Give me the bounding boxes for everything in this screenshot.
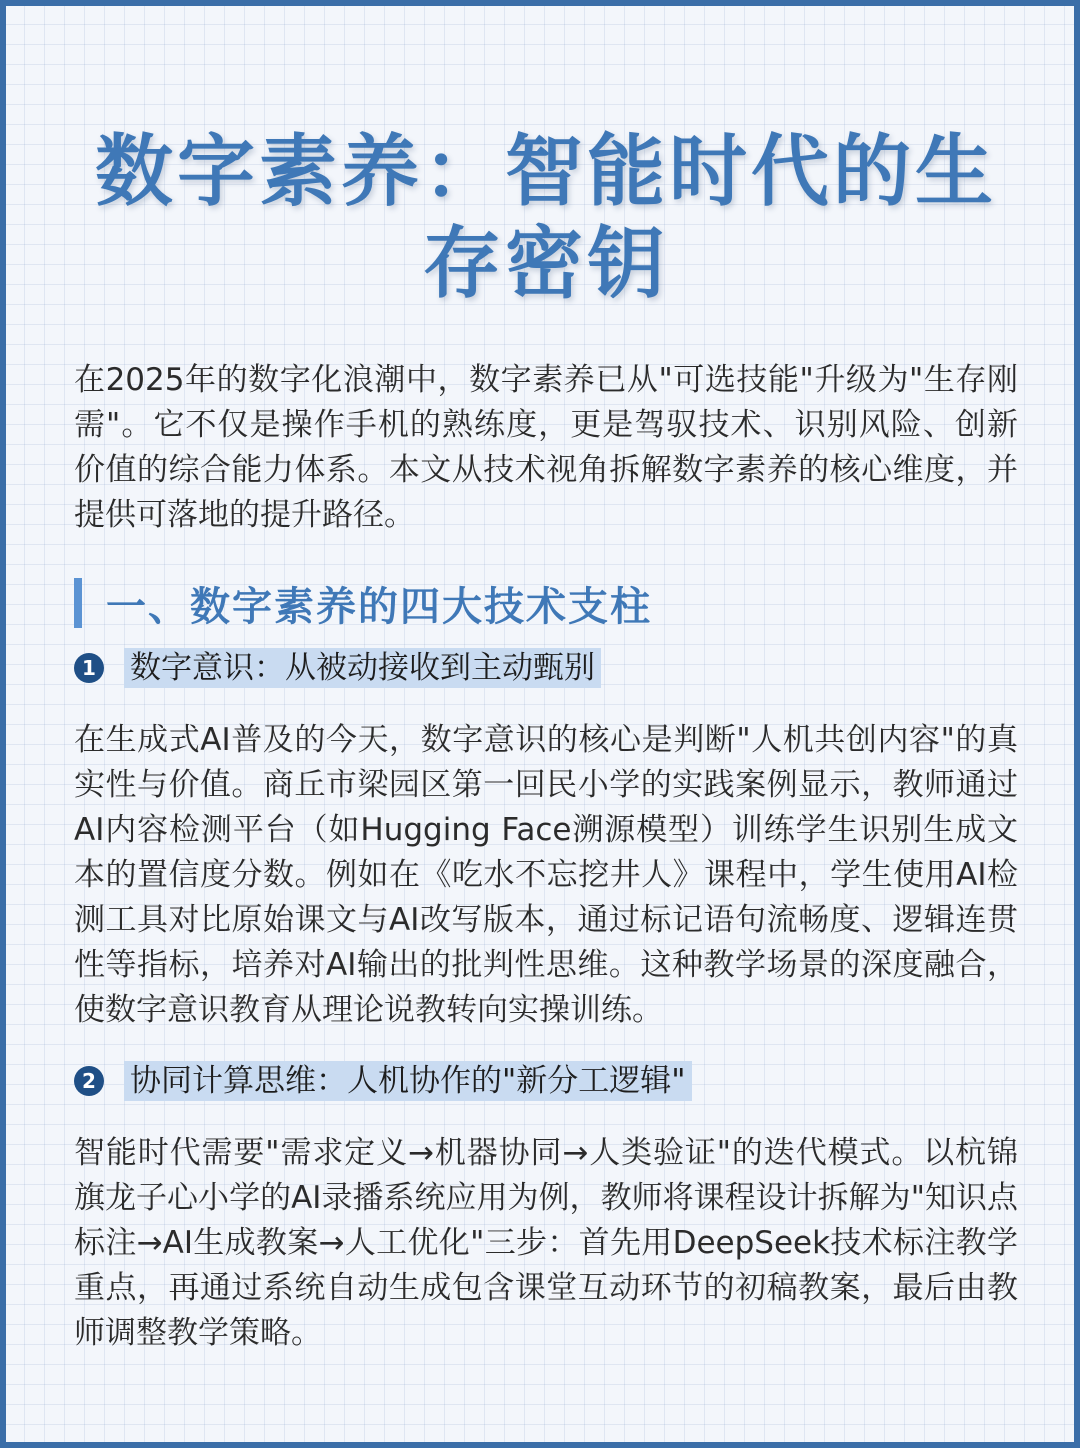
section-title: 一、数字素养的四大技术支柱	[106, 583, 652, 630]
number-badge-2: 2	[74, 1066, 104, 1096]
page-title: 数字素养：智能时代的生存密钥	[94, 127, 997, 309]
body-paragraph-1: 在生成式AI普及的今天，数字意识的核心是判断"人机共创内容"的真实性与价值。商丘市梁园区第一回民小学的实践案例显示，教师通过AI内容检测平台（如Hugging Face溯源模型）训练学生识别生成文本的置信度分数。例如在《吃水不忘挖井人》课程中，学生使用AI检测工具对比原始课文与AI改写版本，通过标记语句流畅度、逻辑连贯性等指标，培养对AI输出的批判性思维。这种教学场景的深度融合，使数字意识教育从理论说教转向实操训练。	[74, 722, 1018, 1028]
subheading-label-1: 数字意识：从被动接收到主动甄别	[124, 648, 601, 688]
subheading-2	[74, 1059, 692, 1103]
section-heading	[74, 578, 652, 628]
number-badge-1: 1	[74, 653, 104, 683]
subheading-label-2: 协同计算思维：人机协作的"新分工逻辑"	[124, 1061, 692, 1101]
subheading-1	[74, 646, 601, 690]
intro-paragraph: 在2025年的数字化浪潮中，数字素养已从"可选技能"升级为"生存刚需"。它不仅是操作手机的熟练度，更是驾驭技术、识别风险、创新价值的综合能力体系。本文从技术视角拆解数字素养的核心维度，并提供可落地的提升路径。	[74, 362, 1018, 533]
section-accent-bar	[74, 578, 82, 628]
body-paragraph-2: 智能时代需要"需求定义→机器协同→人类验证"的迭代模式。以杭锦旗龙子心小学的AI录播系统应用为例，教师将课程设计拆解为"知识点标注→AI生成教案→人工优化"三步：首先用DeepSeek技术标注教学重点，再通过系统自动生成包含课堂互动环节的初稿教案，最后由教师调整教学策略。	[74, 1135, 1018, 1351]
